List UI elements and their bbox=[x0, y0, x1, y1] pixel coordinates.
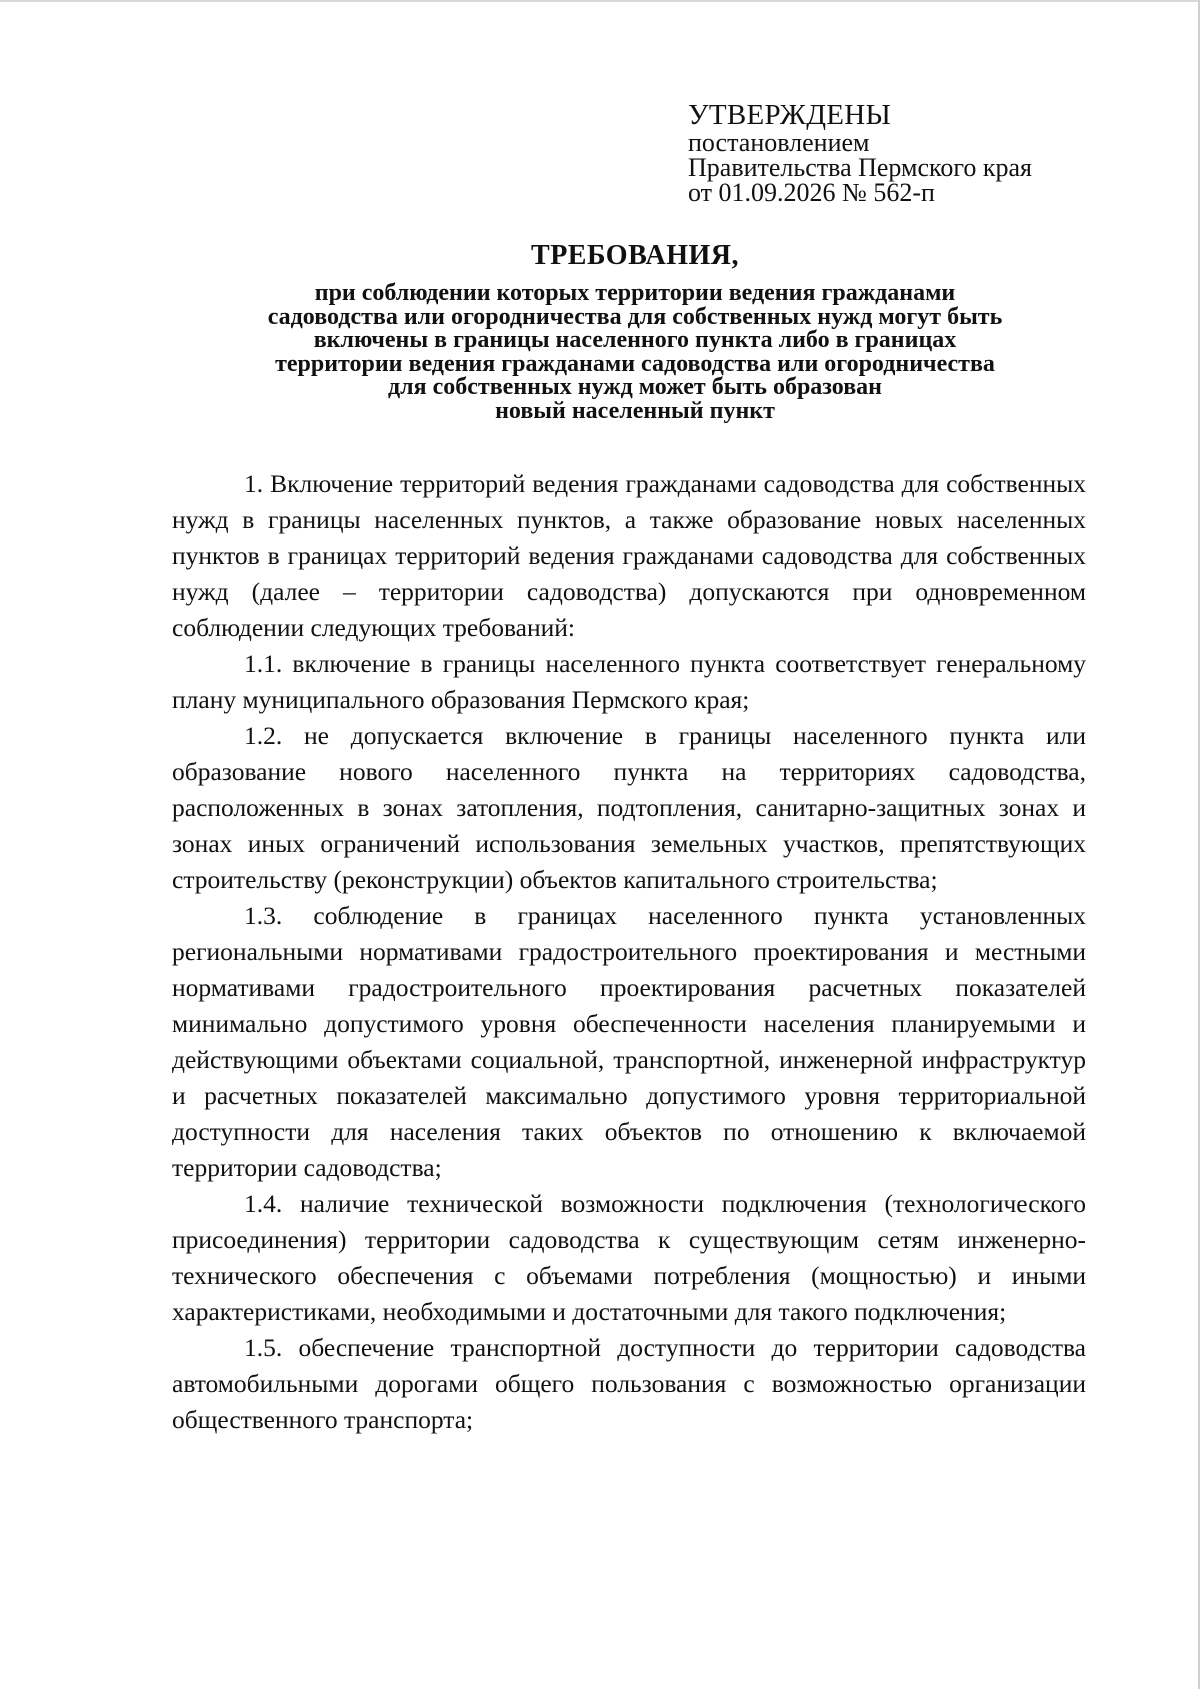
paragraph-1-2: 1.2. не допускается включение в границы населенного пункта или образование нового населенного пункта на территориях садоводства, расположенных в зонах затопления, подтопления, санитарно-защитных зонах и зонах иных ограничений использования земельных участков, препятствующих строительству (реконструкции) объектов капитального строительства; bbox=[172, 721, 1086, 894]
document-body bbox=[172, 466, 1086, 1438]
approval-heading: УТВЕРЖДЕНЫ bbox=[688, 99, 892, 131]
paragraph-1-3: 1.3. соблюдение в границах населенного пункта установленных региональными нормативами градостроительного проектирования и местными нормативами градостроительного проектирования расчетных показателей минимально допустимого уровня обеспеченности населения планируемыми и действующими объектами социальной, транспортной, инженерной инфраструктур и расчетных показателей максимально допустимого уровня территориальной доступности для населения таких объектов по отношению к включаемой территории садоводства; bbox=[172, 901, 1086, 1182]
subtitle-line: новый населенный пункт bbox=[495, 397, 775, 424]
subtitle-line: садоводства или огородничества для собственных нужд могут быть bbox=[267, 303, 1003, 330]
subtitle-line: для собственных нужд может быть образован bbox=[388, 374, 882, 400]
paragraph-1-5: 1.5. обеспечение транспортной доступности до территории садоводства автомобильными дорогами общего пользования с возможностью организации общественного транспорта; bbox=[172, 1333, 1086, 1434]
approval-line: Правительства Пермского края bbox=[688, 153, 1032, 182]
document-subtitle bbox=[160, 282, 1110, 423]
document-title: ТРЕБОВАНИЯ, bbox=[531, 240, 739, 271]
scan-edge-top bbox=[0, 0, 1200, 2]
subtitle-line: при соблюдении которых территории ведения гражданами bbox=[314, 280, 956, 306]
subtitle-line: территории ведения гражданами садоводства или огородничества bbox=[275, 350, 995, 377]
approval-stamp bbox=[688, 100, 1168, 205]
paragraph-1-4: 1.4. наличие технической возможности подключения (технологического присоединения) территории садоводства к существующим сетям инженерно-технического обеспечения с объемами потребления (мощностью) и иными характеристиками, необходимыми и достаточными для такого подключения; bbox=[172, 1189, 1086, 1326]
approval-line: от 01.09.2026 № 562-п bbox=[688, 178, 935, 207]
paragraph-1-1: 1.1. включение в границы населенного пункта соответствует генеральному плану муниципального образования Пермского края; bbox=[172, 649, 1086, 714]
paragraph-1: 1. Включение территорий ведения гражданами садоводства для собственных нужд в границы населенных пунктов, а также образование новых населенных пунктов в границах территорий ведения гражданами садоводства для собственных нужд (далее – территории садоводства) допускаются при одновременном соблюдении следующих требований: bbox=[172, 469, 1086, 642]
subtitle-line: включены в границы населенного пункта либо в границах bbox=[313, 327, 957, 353]
approval-line: постановлением bbox=[688, 128, 870, 157]
